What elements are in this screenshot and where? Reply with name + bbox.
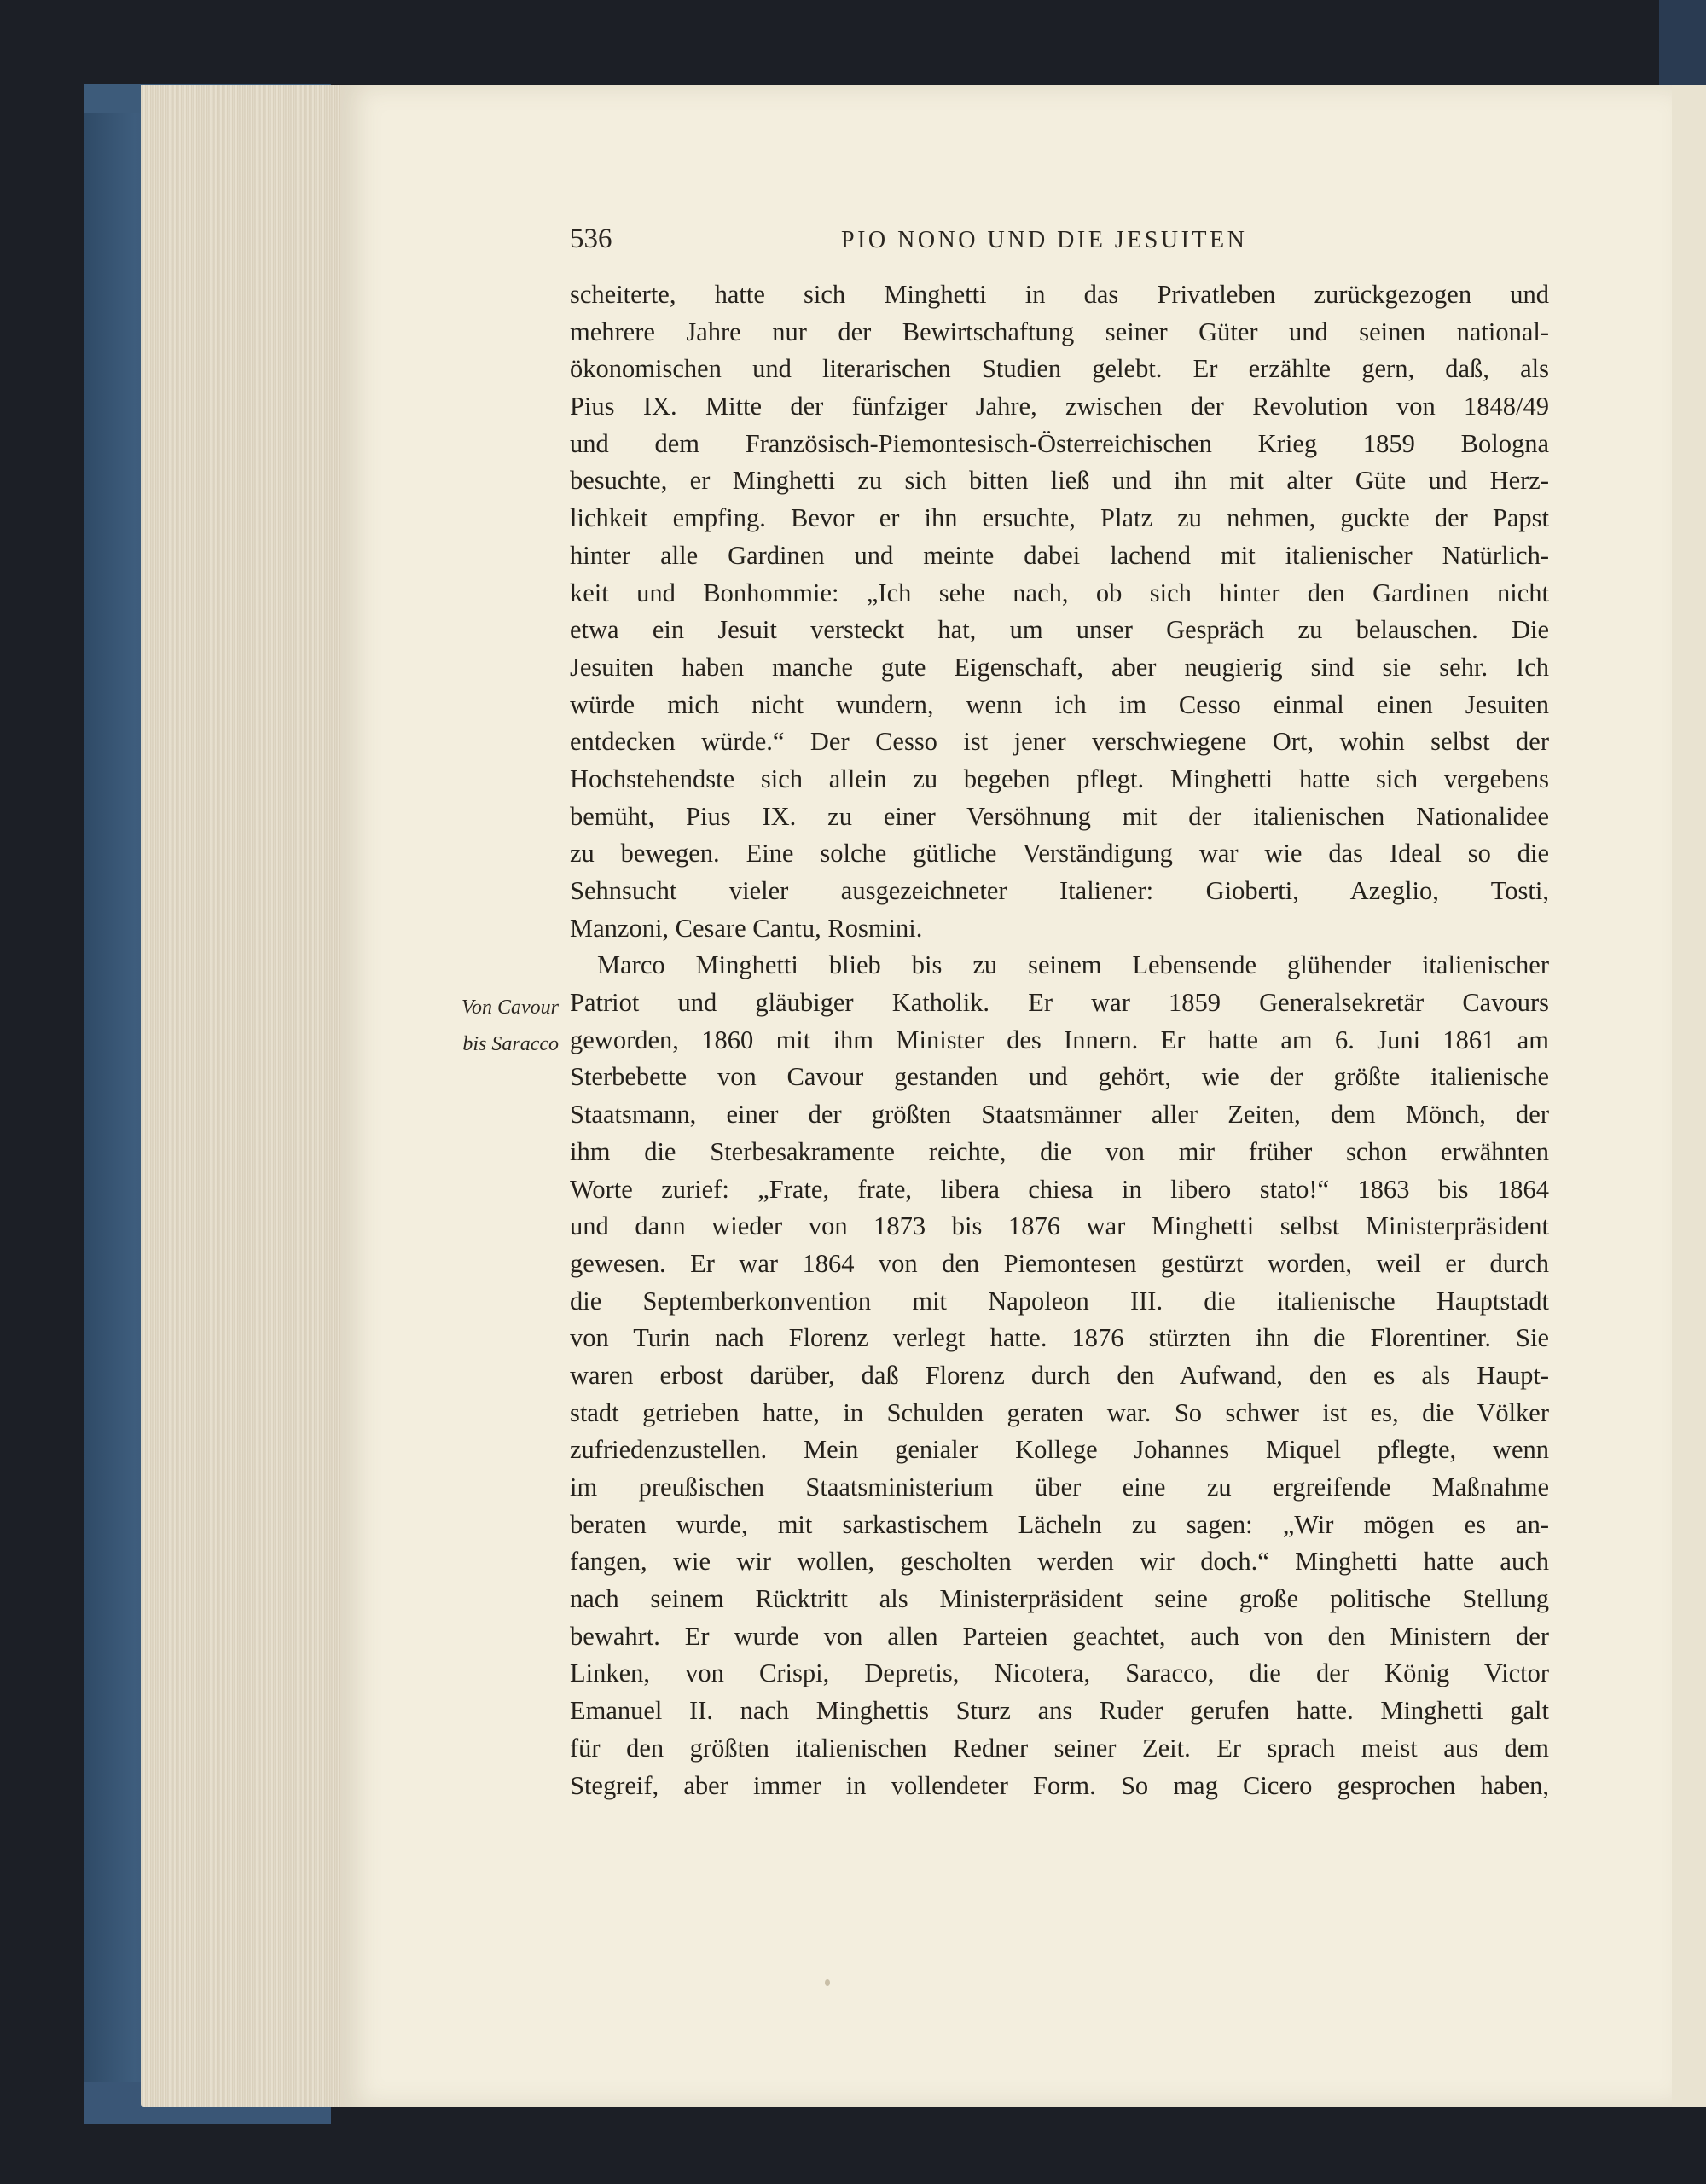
text-line: besuchte, er Minghetti zu sich bitten ließ und ihn mit alter Güte und Herz- <box>570 466 1549 496</box>
text-line: lichkeit empfing. Bevor er ihn ersuchte, Platz zu nehmen, guckte der Papst <box>570 503 1549 533</box>
text-line: Manzoni, Cesare Cantu, Rosmini. <box>570 913 923 943</box>
text-line: bemüht, Pius IX. zu einer Versöhnung mit der italienischen Nationalidee <box>570 801 1549 831</box>
text-line: zufriedenzustellen. Mein genialer Kollege Johannes Miquel pflegte, wenn <box>570 1435 1549 1465</box>
paper-speck <box>825 1979 830 1986</box>
text-line: Emanuel II. nach Minghettis Sturz ans Ruder gerufen hatte. Minghetti galt <box>570 1696 1549 1726</box>
text-line: von Turin nach Florenz verlegt hatte. 1876 stürzten ihn die Florentiner. Sie <box>570 1323 1549 1353</box>
text-line: Marco Minghetti blieb bis zu seinem Lebensende glühender italienischer <box>597 950 1549 980</box>
running-title: PIO NONO UND DIE JESUITEN <box>841 227 1248 253</box>
text-line: Sehnsucht vieler ausgezeichneter Italiener: Gioberti, Azeglio, Tosti, <box>570 876 1549 905</box>
text-line: im preußischen Staatsministerium über eine zu ergreifende Maßnahme <box>570 1472 1549 1502</box>
text-line: scheiterte, hatte sich Minghetti in das Privatleben zurückgezogen und <box>570 280 1549 309</box>
text-line: fangen, wie wir wollen, gescholten werden wir doch.“ Minghetti hatte auch <box>570 1547 1549 1577</box>
text-line: Worte zurief: „Frate, frate, libera chiesa in libero stato!“ 1863 bis 1864 <box>570 1174 1549 1204</box>
page-number: 536 <box>570 224 612 254</box>
page-stack-edge <box>141 85 350 2107</box>
text-line: für den größten italienischen Redner seiner Zeit. Er sprach meist aus dem <box>570 1733 1549 1763</box>
bookmark-ribbon <box>1659 0 1706 85</box>
text-line: und dann wieder von 1873 bis 1876 war Minghetti selbst Ministerpräsident <box>570 1211 1549 1241</box>
text-line: beraten wurde, mit sarkastischem Lächeln zu sagen: „Wir mögen es an- <box>570 1509 1549 1539</box>
text-line: hinter alle Gardinen und meinte dabei lachend mit italienischer Natürlich- <box>570 540 1549 570</box>
text-line: die Septemberkonvention mit Napoleon III. die italienische Hauptstadt <box>570 1286 1549 1316</box>
text-line: geworden, 1860 mit ihm Minister des Innern. Er hatte am 6. Juni 1861 am <box>570 1025 1549 1054</box>
text-line: ökonomischen und literarischen Studien gelebt. Er erzählte gern, daß, als <box>570 354 1549 384</box>
margin-note-line: bis Saracco <box>462 1033 559 1055</box>
text-line: ihm die Sterbesakramente reichte, die von mir früher schon erwähnten <box>570 1136 1549 1166</box>
text-line: etwa ein Jesuit versteckt hat, um unser Gespräch zu belauschen. Die <box>570 615 1549 645</box>
text-line: und dem Französisch-Piemontesisch-Österreichischen Krieg 1859 Bologna <box>570 428 1549 458</box>
text-line: Linken, von Crispi, Depretis, Nicotera, Saracco, die der König Victor <box>570 1658 1549 1688</box>
margin-note-line: Von Cavour <box>461 996 559 1019</box>
text-line: keit und Bonhommie: „Ich sehe nach, ob sich hinter den Gardinen nicht <box>570 578 1549 607</box>
text-line: Sterbebette von Cavour gestanden und gehört, wie der größte italienische <box>570 1062 1549 1092</box>
running-head <box>570 224 1559 263</box>
text-line: Patriot und gläubiger Katholik. Er war 1859 Generalsekretär Cavours <box>570 988 1549 1018</box>
text-line: Jesuiten haben manche gute Eigenschaft, aber neugierig sind sie sehr. Ich <box>570 652 1549 682</box>
text-line: mehrere Jahre nur der Bewirtschaftung seiner Güter und seinen national- <box>570 317 1549 346</box>
text-line: Staatsmann, einer der größten Staatsmänner aller Zeiten, dem Mönch, der <box>570 1100 1549 1130</box>
text-line: waren erbost darüber, daß Florenz durch den Aufwand, den es als Haupt- <box>570 1360 1549 1390</box>
text-line: zu bewegen. Eine solche gütliche Verständigung war wie das Ideal so die <box>570 839 1549 868</box>
text-line: nach seinem Rücktritt als Ministerpräsident seine große politische Stellung <box>570 1584 1549 1614</box>
text-line: Pius IX. Mitte der fünfziger Jahre, zwischen der Revolution von 1848/49 <box>570 392 1549 421</box>
text-line: würde mich nicht wundern, wenn ich im Cesso einmal einen Jesuiten <box>570 689 1549 719</box>
text-line: Stegreif, aber immer in vollendeter Form. So mag Cicero gesprochen haben, <box>570 1770 1549 1800</box>
text-line: stadt getrieben hatte, in Schulden geraten war. So schwer ist es, die Völker <box>570 1397 1549 1427</box>
body-text <box>570 276 1549 1804</box>
text-line: bewahrt. Er wurde von allen Parteien geachtet, auch von den Ministern der <box>570 1621 1549 1651</box>
text-line: Hochstehendste sich allein zu begeben pflegt. Minghetti hatte sich vergebens <box>570 764 1549 793</box>
margin-note <box>401 990 559 1063</box>
text-line: gewesen. Er war 1864 von den Piemontesen gestürzt worden, weil er durch <box>570 1248 1549 1278</box>
text-line: entdecken würde.“ Der Cesso ist jener verschwiegene Ort, wohin selbst der <box>570 727 1549 757</box>
